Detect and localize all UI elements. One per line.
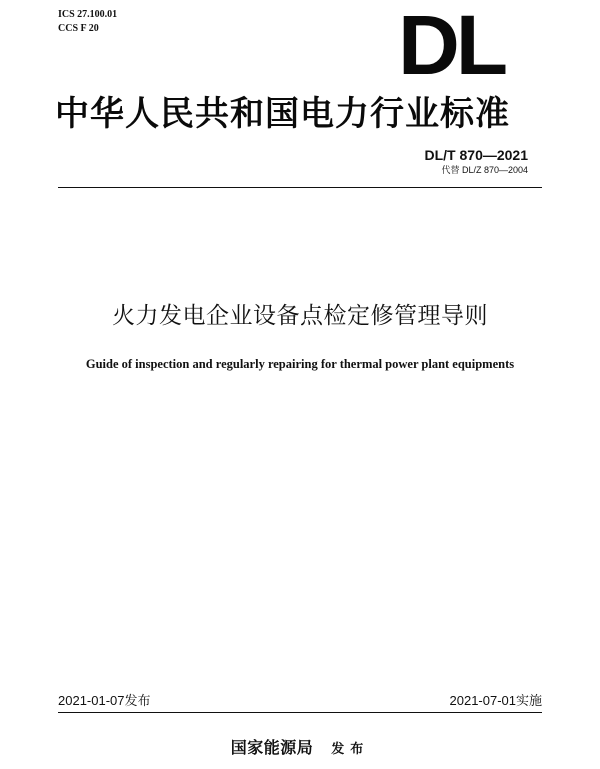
classification-codes (58, 8, 117, 36)
dl-logo: DL (398, 0, 505, 92)
issue-date: 2021-01-07发布 (58, 693, 151, 708)
issuer-line (0, 737, 600, 761)
bottom-divider (58, 712, 542, 713)
issuer-name: 国家能源局 (230, 738, 314, 757)
chinese-title: 火力发电企业设备点检定修管理导则 (112, 303, 488, 329)
english-title: Guide of inspection and regularly repairing for thermal power plant equipments (85, 357, 515, 371)
organization-title: 中华人民共和国电力行业标准 (55, 94, 510, 134)
top-divider (58, 187, 542, 188)
issuer-action: 发布 (331, 742, 370, 757)
standard-number: DL/T 870—2021 (424, 147, 528, 163)
replaces-standard: 代替 DL/Z 870—2004 (441, 165, 528, 175)
standard-number-block (425, 146, 529, 176)
ccs-code: CCS F 20 (58, 23, 99, 34)
implementation-date: 2021-07-01实施 (449, 693, 542, 708)
ics-code: ICS 27.100.01 (58, 9, 118, 20)
